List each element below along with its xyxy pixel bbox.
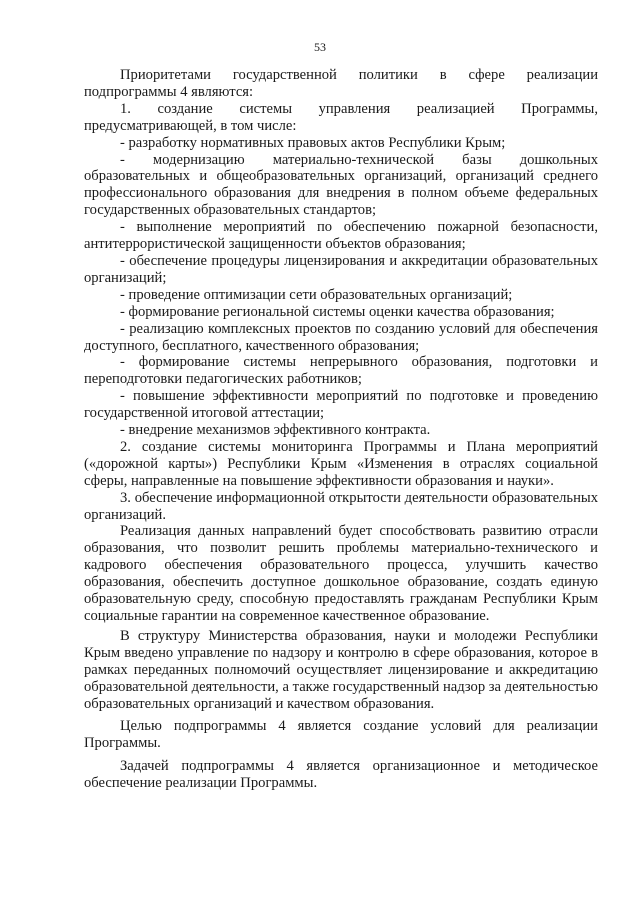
paragraph-item-1: 1. создание системы управления реализацией Программы, предусматривающей, в том числе: xyxy=(84,100,598,134)
list-item-continuous-education: - формирование системы непрерывного образования, подготовки и переподготовки педагогических работников; xyxy=(84,354,598,388)
list-item-modernization: - модернизацию материально-технической базы дошкольных образовательных и общеобразовательных организаций, организаций среднего профессионального образования для внедрения в полном объеме федеральных государственных образовательных стандартов; xyxy=(84,151,598,219)
list-item-network-optimization: - проведение оптимизации сети образовательных организаций; xyxy=(120,286,513,303)
paragraph-implementation: Реализация данных направлений будет способствовать развитию отрасли образования, что позволит решить проблемы материально-технического и кадрового обеспечения образовательного процесса, улучшить качество образования, обеспечить доступное дошкольное образование, создать единую образовательную среду, способную предоставлять гражданам Республики Крым социальные гарантии на современное качественное образование. xyxy=(84,523,598,624)
list-item-fire-safety: - выполнение мероприятий по обеспечению пожарной безопасности, антитеррористической защищенности объектов образования; xyxy=(84,219,598,253)
list-item-final-attestation: - повышение эффективности мероприятий по подготовке и проведению государственной итоговой аттестации; xyxy=(84,388,598,422)
list-item-effective-contract: - внедрение механизмов эффективного контракта. xyxy=(120,422,431,439)
list-item-quality-assessment: - формирование региональной системы оценки качества образования; xyxy=(120,303,555,320)
paragraph-item-3: 3. обеспечение информационной открытости деятельности образовательных организаций. xyxy=(84,489,598,523)
paragraph-task: Задачей подпрограммы 4 является организационное и методическое обеспечение реализации Программы. xyxy=(84,758,598,792)
paragraph-item-2: 2. создание системы мониторинга Программы и Плана мероприятий («дорожной карты») Республики Крым «Изменения в отраслях социальной сферы, направленные на повышение эффективности образования и науки». xyxy=(84,438,598,489)
list-item-licensing: - обеспечение процедуры лицензирования и аккредитации образовательных организаций; xyxy=(84,252,598,286)
document-body xyxy=(84,67,598,792)
paragraph-priorities-intro: Приоритетами государственной политики в сфере реализации подпрограммы 4 являются: xyxy=(84,67,598,100)
page-number: 53 xyxy=(314,40,326,54)
paragraph-goal: Целью подпрограммы 4 является создание условий для реализации Программы. xyxy=(84,718,598,752)
list-item-legal-acts: - разработку нормативных правовых актов Республики Крым; xyxy=(120,134,506,151)
list-item-complex-projects: - реализацию комплексных проектов по созданию условий для обеспечения доступного, бесплатного, качественного образования; xyxy=(84,320,598,354)
paragraph-ministry-structure: В структуру Министерства образования, науки и молодежи Республики Крым введено управление по надзору и контролю в сфере образования, которое в рамках переданных полномочий осуществляет лицензирование и аккредитацию образовательной деятельности, а также государственный надзор за деятельностью образовательных организаций и качеством образования. xyxy=(84,627,598,712)
